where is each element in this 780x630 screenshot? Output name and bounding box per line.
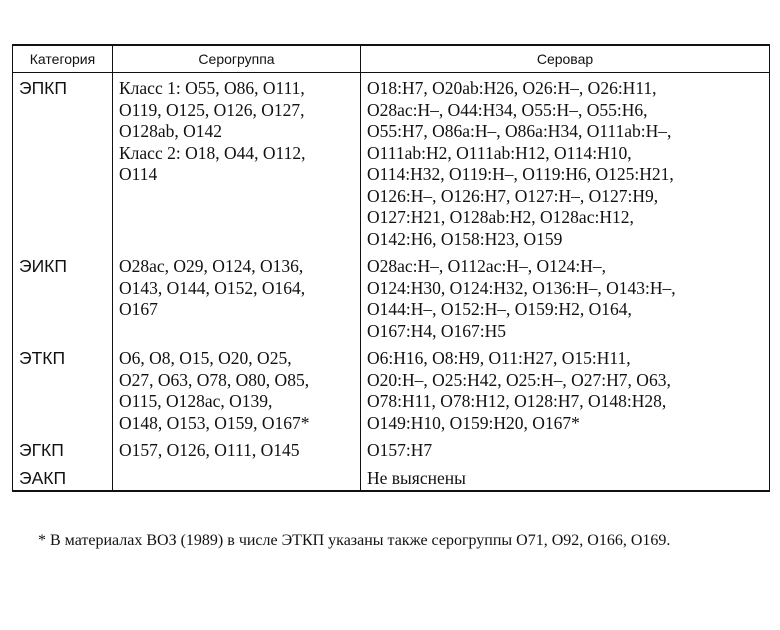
header-serogroup: Серогруппа [113, 45, 361, 73]
category-cell: ЭАКП [13, 463, 113, 492]
serovar-line: O111ab:H2, O111ab:H12, O114:H10, [367, 142, 632, 163]
table-row [13, 435, 770, 463]
serovar-line: Не выяснены [367, 467, 466, 488]
serovar-line: O28ac:H–, O112ac:H–, O124:H–, [367, 256, 606, 276]
serovar-line: O142:H6, O158:H23, O159 [367, 228, 563, 249]
category-cell: ЭПКП [13, 73, 113, 252]
serovar-line: O114:H32, O119:H–, O119:H6, O125:H21, [367, 164, 674, 184]
serovar-cell [361, 73, 770, 252]
table-row [13, 463, 770, 492]
serogroup-line: Класс 1: O55, O86, O111, [119, 78, 305, 98]
serovar-line: O6:H16, O8:H9, O11:H27, O15:H11, [367, 348, 631, 368]
serovar-line: O167:H4, O167:H5 [367, 320, 507, 341]
footnote: * В материалах ВОЗ (1989) в числе ЭТКП указаны также серогруппы O71, O92, O166, O169. [38, 532, 671, 549]
serovar-line: O78:H11, O78:H12, O128:H7, O148:H28, [367, 391, 667, 411]
serovar-cell [361, 435, 770, 463]
serovar-line: O144:H–, O152:H–, O159:H2, O164, [367, 299, 632, 319]
serogroup-line: O167 [119, 299, 158, 319]
serovar-line: O28ac:H–, O44:H34, O55:H–, O55:H6, [367, 99, 648, 120]
serogroup-line: O119, O125, O126, O127, [119, 99, 305, 120]
serovar-line: O127:H21, O128ab:H2, O128ac:H12, [367, 207, 634, 227]
serovar-line: O18:H7, O20ab:H26, O26:H–, O26:H11, [367, 78, 657, 98]
serogroup-line: O148, O153, O159, O167* [119, 412, 310, 433]
serogroup-line: O143, O144, O152, O164, [119, 277, 306, 298]
serogroup-cell [113, 435, 361, 463]
serogroup-line: O27, O63, O78, O80, O85, [119, 369, 310, 390]
table-header-row [13, 45, 770, 73]
serogroup-line: O128ab, O142 [119, 121, 223, 141]
header-category: Категория [13, 45, 113, 73]
serovar-line: O55:H7, O86a:H–, O86a:H34, O111ab:H–, [367, 121, 672, 141]
serovar-line: O149:H10, O159:H20, O167* [367, 412, 580, 433]
serogroup-line: O6, O8, O15, O20, O25, [119, 348, 292, 368]
category-cell: ЭГКП [13, 435, 113, 463]
serovar-line: O20:H–, O25:H42, O25:H–, O27:H7, O63, [367, 369, 671, 390]
table-row [13, 251, 770, 343]
serotype-table [12, 44, 770, 492]
serovar-line: O124:H30, O124:H32, O136:H–, O143:H–, [367, 277, 676, 298]
table-row [13, 73, 770, 252]
serogroup-line: O157, O126, O111, O145 [119, 440, 300, 460]
category-cell: ЭИКП [13, 251, 113, 343]
serogroup-cell [113, 73, 361, 252]
serovar-line: O157:H7 [367, 440, 433, 460]
serovar-cell [361, 343, 770, 435]
category-cell: ЭТКП [13, 343, 113, 435]
serogroup-cell [113, 251, 361, 343]
serogroup-line: Класс 2: O18, O44, O112, [119, 142, 306, 163]
table-row [13, 343, 770, 435]
header-serovar: Серовар [361, 45, 770, 73]
serogroup-cell [113, 463, 361, 492]
serogroup-cell [113, 343, 361, 435]
serogroup-line: O114 [119, 164, 158, 184]
serovar-cell [361, 251, 770, 343]
serovar-line: O126:H–, O126:H7, O127:H–, O127:H9, [367, 185, 659, 206]
serogroup-line: O115, O128ac, O139, [119, 391, 273, 411]
serovar-cell [361, 463, 770, 492]
serogroup-line: O28ac, O29, O124, O136, [119, 256, 304, 276]
